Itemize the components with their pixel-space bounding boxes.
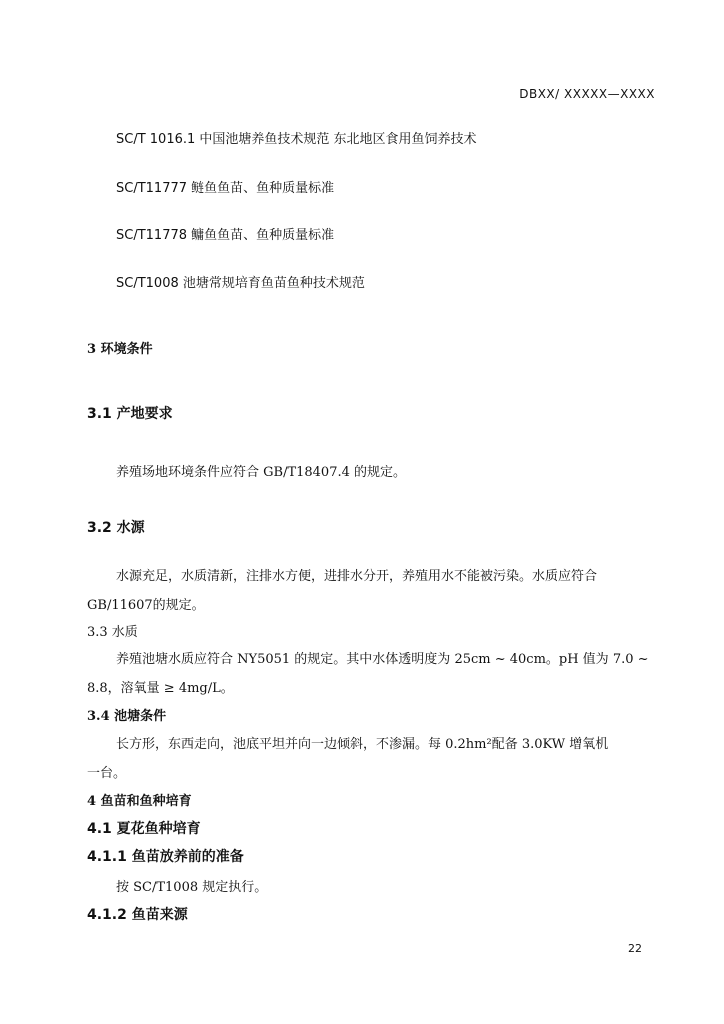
reference-sct-1016-1: SC/T 1016.1 中国池塘养鱼技术规范 东北地区食用鱼饲养技术: [116, 132, 477, 147]
section-4-1-2-heading: 4.1.2 鱼苗来源: [87, 907, 188, 923]
reference-sct-1008: SC/T1008 池塘常规培育鱼苗鱼种技术规范: [116, 276, 365, 291]
section-3-3-heading: 3.3 水质: [87, 625, 138, 640]
section-4-1-heading: 4.1 夏花鱼种培育: [87, 821, 201, 837]
section-4-heading: 4 鱼苗和鱼种培育: [87, 794, 192, 809]
section-3-heading: 3 环境条件: [87, 342, 153, 357]
section-3-3-text-line2: 8.8，溶氧量 ≥ 4mg/L。: [87, 681, 234, 696]
reference-sct-11778: SC/T11778 鳙鱼鱼苗、鱼种质量标准: [116, 228, 335, 243]
section-3-1-text: 养殖场地环境条件应符合 GB/T18407.4 的规定。: [116, 465, 407, 480]
section-3-4-text-line1: 长方形，东西走向，池底平坦并向一边倾斜，不渗漏。每 0.2hm²配备 3.0KW 增氧机: [116, 737, 609, 752]
section-3-1-heading: 3.1 产地要求: [87, 406, 173, 422]
section-4-1-1-heading: 4.1.1 鱼苗放养前的准备: [87, 849, 244, 865]
document-code-header: DBXX/ XXXXX—XXXX: [519, 87, 655, 101]
section-3-4-heading: 3.4 池塘条件: [87, 709, 167, 724]
section-3-4-text-line2: 一台。: [87, 766, 127, 781]
reference-sct-11777: SC/T11777 鲢鱼鱼苗、鱼种质量标准: [116, 181, 335, 196]
section-3-2-heading: 3.2 水源: [87, 520, 145, 536]
section-3-3-text-line1: 养殖池塘水质应符合 NY5051 的规定。其中水体透明度为 25cm ~ 40cm。pH 值为 7.0 ~: [116, 652, 649, 667]
section-3-2-text-line1: 水源充足，水质清新，注排水方便，进排水分开，养殖用水不能被污染。水质应符合: [116, 569, 598, 584]
page-number: 22: [628, 942, 642, 955]
section-3-2-text-line2: GB/11607的规定。: [87, 598, 205, 613]
section-4-1-1-text: 按 SC/T1008 规定执行。: [116, 880, 268, 895]
